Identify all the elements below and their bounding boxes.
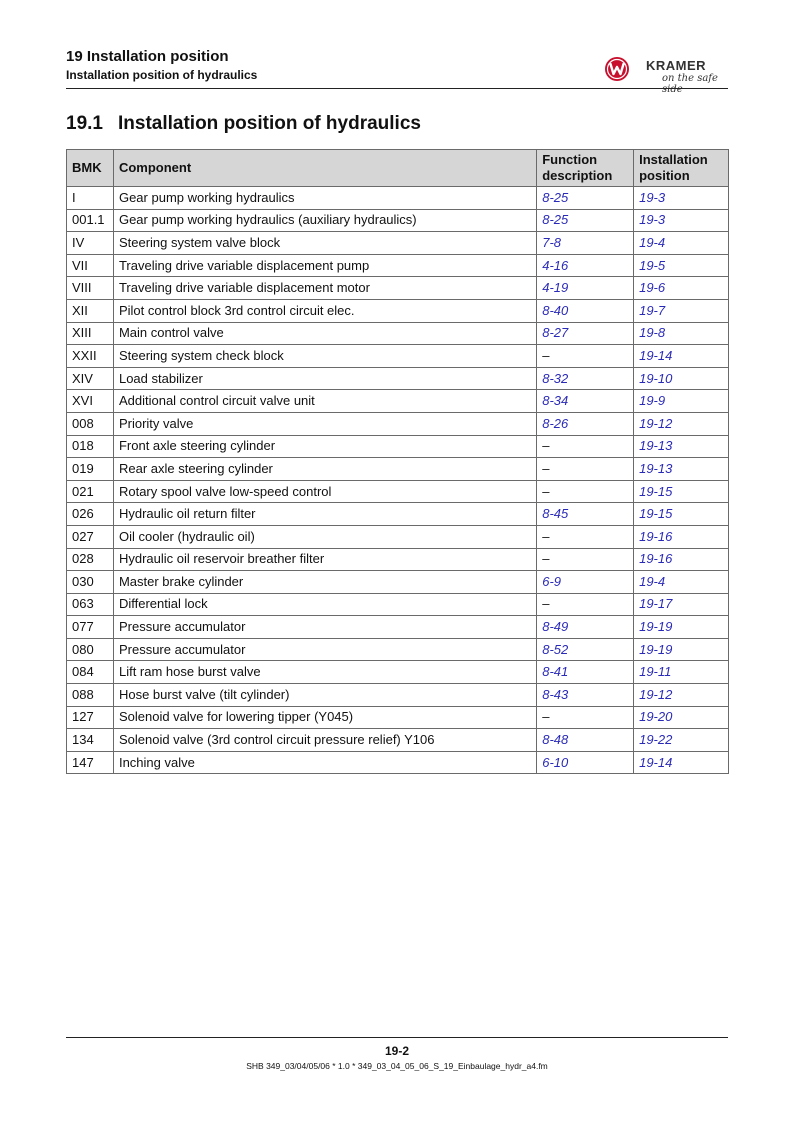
page-number: 19-2 [384,1044,410,1058]
bmk-cell: 008 [67,412,114,435]
function-ref-link[interactable]: 8-48 [537,729,634,752]
bmk-cell: XII [67,299,114,322]
function-ref-link[interactable]: 8-52 [537,638,634,661]
component-cell: Rear axle steering cylinder [113,458,536,481]
table-row [67,661,729,684]
position-ref-link[interactable]: 19-6 [634,277,729,300]
bmk-cell: 077 [67,616,114,639]
position-ref-link[interactable]: 19-11 [634,661,729,684]
component-cell: Priority valve [113,412,536,435]
position-ref-link[interactable]: 19-20 [634,706,729,729]
bmk-cell: 063 [67,593,114,616]
component-cell: Traveling drive variable displacement motor [113,277,536,300]
table-header-row [67,150,729,187]
component-cell: Pilot control block 3rd control circuit elec. [113,299,536,322]
chapter-subtitle: Installation position of hydraulics [66,68,258,82]
header-position: Installation position [634,150,729,187]
brand-tagline: on the safe side [662,73,718,95]
bmk-cell: 127 [67,706,114,729]
table-row [67,638,729,661]
function-ref-link: – [537,458,634,481]
position-ref-link[interactable]: 19-12 [634,412,729,435]
bmk-cell: 001.1 [67,209,114,232]
position-ref-link[interactable]: 19-12 [634,684,729,707]
position-ref-link[interactable]: 19-8 [634,322,729,345]
bmk-cell: 030 [67,571,114,594]
function-ref-link[interactable]: 8-27 [537,322,634,345]
component-cell: Steering system valve block [113,232,536,255]
table-row [67,254,729,277]
function-ref-link[interactable]: 8-45 [537,503,634,526]
position-ref-link[interactable]: 19-22 [634,729,729,752]
section-title-text: Installation position of hydraulics [118,113,421,134]
table-row [67,729,729,752]
position-ref-link[interactable]: 19-7 [634,299,729,322]
component-cell: Steering system check block [113,345,536,368]
bmk-cell: IV [67,232,114,255]
table-row [67,458,729,481]
bmk-cell: 084 [67,661,114,684]
table-row [67,525,729,548]
brand-name: KRAMER [646,58,707,73]
component-cell: Inching valve [113,751,536,774]
function-ref-link[interactable]: 8-25 [537,209,634,232]
position-ref-link[interactable]: 19-14 [634,751,729,774]
kramer-logo [604,56,728,95]
chapter-title: 19 Installation position [66,48,229,65]
bmk-cell: 088 [67,684,114,707]
table-row [67,390,729,413]
function-ref-link[interactable]: 8-26 [537,412,634,435]
component-cell: Oil cooler (hydraulic oil) [113,525,536,548]
position-ref-link[interactable]: 19-4 [634,232,729,255]
table-row [67,209,729,232]
kramer-w-icon [604,56,630,82]
function-ref-link[interactable]: 7-8 [537,232,634,255]
component-cell: Gear pump working hydraulics [113,187,536,210]
table-row [67,412,729,435]
bmk-cell: 147 [67,751,114,774]
bmk-cell: XVI [67,390,114,413]
position-ref-link[interactable]: 19-13 [634,458,729,481]
function-ref-link: – [537,435,634,458]
position-ref-link[interactable]: 19-3 [634,187,729,210]
table-row [67,684,729,707]
bmk-cell: I [67,187,114,210]
table-row [67,345,729,368]
function-ref-link: – [537,548,634,571]
bmk-cell: XIV [67,367,114,390]
component-cell: Load stabilizer [113,367,536,390]
bmk-cell: VIII [67,277,114,300]
component-cell: Hydraulic oil reservoir breather filter [113,548,536,571]
position-ref-link[interactable]: 19-14 [634,345,729,368]
position-ref-link[interactable]: 19-16 [634,548,729,571]
component-cell: Differential lock [113,593,536,616]
component-cell: Rotary spool valve low-speed control [113,480,536,503]
function-ref-link: – [537,706,634,729]
header-divider [66,88,728,89]
bmk-cell: 018 [67,435,114,458]
bmk-cell: 028 [67,548,114,571]
component-cell: Gear pump working hydraulics (auxiliary hydraulics) [113,209,536,232]
function-ref-link[interactable]: 6-9 [537,571,634,594]
function-ref-link[interactable]: 4-16 [537,254,634,277]
function-ref-link: – [537,593,634,616]
function-ref-link[interactable]: 6-10 [537,751,634,774]
position-ref-link[interactable]: 19-19 [634,638,729,661]
bmk-cell: 019 [67,458,114,481]
component-cell: Additional control circuit valve unit [113,390,536,413]
footer-divider [66,1037,728,1038]
table-row [67,503,729,526]
table-row [67,548,729,571]
function-ref-link[interactable]: 8-49 [537,616,634,639]
component-cell: Solenoid valve (3rd control circuit pressure relief) Y106 [113,729,536,752]
bmk-cell: XIII [67,322,114,345]
position-ref-link[interactable]: 19-13 [634,435,729,458]
table-row [67,706,729,729]
header-function: Function description [537,150,634,187]
bmk-cell: 080 [67,638,114,661]
table-row [67,571,729,594]
component-cell: Traveling drive variable displacement pump [113,254,536,277]
function-ref-link[interactable]: 8-32 [537,367,634,390]
component-cell: Hydraulic oil return filter [113,503,536,526]
component-cell: Hose burst valve (tilt cylinder) [113,684,536,707]
header-bmk: BMK [67,150,114,187]
bmk-cell: 021 [67,480,114,503]
bmk-cell: 027 [67,525,114,548]
function-ref-link[interactable]: 8-43 [537,684,634,707]
component-cell: Pressure accumulator [113,616,536,639]
function-ref-link[interactable]: 8-34 [537,390,634,413]
function-ref-link: – [537,480,634,503]
bmk-cell: 026 [67,503,114,526]
table-row [67,187,729,210]
table-row [67,480,729,503]
function-ref-link: – [537,345,634,368]
document-reference: SHB 349_03/04/05/06 * 1.0 * 349_03_04_05_06_S_19_Einbaulage_hydr_a4.fm [246,1061,548,1071]
bmk-cell: VII [67,254,114,277]
component-cell: Master brake cylinder [113,571,536,594]
table-row [67,616,729,639]
table-row [67,435,729,458]
function-ref-link[interactable]: 8-41 [537,661,634,684]
function-ref-link: – [537,525,634,548]
table-row [67,593,729,616]
position-ref-link[interactable]: 19-3 [634,209,729,232]
function-ref-link[interactable]: 4-19 [537,277,634,300]
section-number: 19.1 [66,113,103,134]
position-ref-link[interactable]: 19-19 [634,616,729,639]
component-cell: Lift ram hose burst valve [113,661,536,684]
table-row [67,277,729,300]
position-ref-link[interactable]: 19-16 [634,525,729,548]
component-cell: Main control valve [113,322,536,345]
bmk-cell: XXII [67,345,114,368]
function-ref-link[interactable]: 8-25 [537,187,634,210]
table-row [67,299,729,322]
position-ref-link[interactable]: 19-15 [634,480,729,503]
table-row [67,751,729,774]
position-ref-link[interactable]: 19-5 [634,254,729,277]
function-ref-link[interactable]: 8-40 [537,299,634,322]
position-ref-link[interactable]: 19-10 [634,367,729,390]
bmk-cell: 134 [67,729,114,752]
header-component: Component [113,150,536,187]
table-row [67,232,729,255]
table-row [67,322,729,345]
position-ref-link[interactable]: 19-17 [634,593,729,616]
position-ref-link[interactable]: 19-15 [634,503,729,526]
section-heading [66,113,421,135]
table-row [67,367,729,390]
hydraulics-table [66,149,729,774]
position-ref-link[interactable]: 19-9 [634,390,729,413]
component-cell: Solenoid valve for lowering tipper (Y045) [113,706,536,729]
component-cell: Pressure accumulator [113,638,536,661]
component-cell: Front axle steering cylinder [113,435,536,458]
position-ref-link[interactable]: 19-4 [634,571,729,594]
